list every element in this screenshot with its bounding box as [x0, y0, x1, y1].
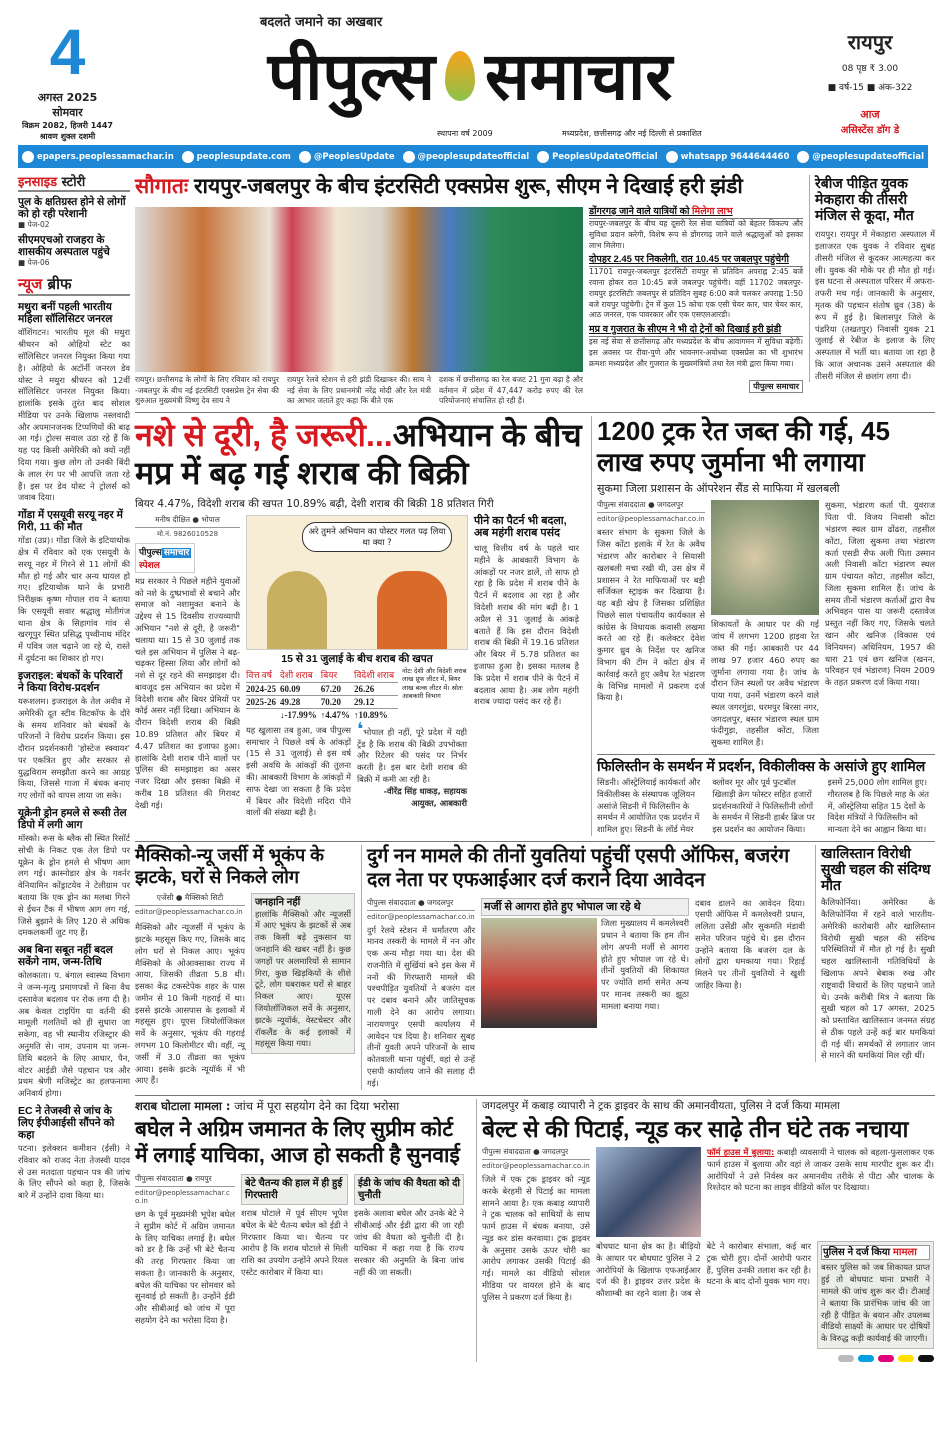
date-month: अगस्त 2025 — [37, 91, 98, 104]
issue: ■ वर्ष-15 ■ अंक-322 — [827, 83, 913, 93]
baghel-kicker: शराब घोटाला मामला : जांच में पूरा सहयोग देने का दिया भरोसा — [135, 1098, 400, 1113]
byline: पीपुल्स संवाददाता ● जगदलपुर — [367, 898, 475, 911]
social-link[interactable] — [666, 151, 790, 163]
photo-caption: दशक में छत्तीसगढ़ का रेल बजट 21 गुना बढ़ा है और वर्तमान में प्रदेश में 47,447 करोड़ रुपए की रेल परियोजनाएं संचालित हो रही हैं। — [439, 375, 583, 406]
logo-right: समाचार — [485, 39, 673, 113]
lead-side — [589, 207, 803, 392]
mexico-headline: मैक्सिको-न्यू जर्सी में भूकंप के झटके, घरों से निकले लोग — [135, 845, 325, 887]
instagram-icon — [403, 151, 415, 163]
lead-side-text: 11701 रायपुर-जबलपुर इंटरसिटी रायपुर से प्रतिदिन अपराह्न 2:45 बजे रवाना होकर रात 10:45 बजे जबलपुर पहुंचेगी। वहीं 11702 जबलपुर-रायपुर इंटरसिटीः जबलपुर से प्रतिदिन सुबह 6:00 बजे चलकर अपराह्न 1:50 बजे रायपुर पहुंचेगी। ट्रेन में कुल 15 कोचः एक एसी चेयर कार, चार चेयर कार, आठ जनरल, एक पावरकार और एक एसएलआरडी। — [589, 267, 803, 320]
brief-text: कोलकाता। प. बंगाल स्वास्थ्य विभाग ने जन्म-मृत्यु प्रमाणपत्रों में बिना वैध दस्तावेज बदलाव पर रोक लगा दी है। अब केवल टाइपिंग या वर्तनी की मामूली गलतियों को ही सुधारा जा सकेगा, वह भी स्थानीय रजिस्ट्रार की अनुमति से। नाम, उपनाम या जन्म-तिथि बदलने के लिए आधार, पैन, वोटर आईडी जैसे पहचान पत्र और प्रथम श्रेणी मजिस्ट्रेट का हलफनामा अनिवार्य होगा। — [18, 970, 130, 1099]
chaitanya-box — [241, 1174, 348, 1279]
belt-main — [482, 1147, 590, 1304]
belt-kicker: जगदलपुर में कबाड़ व्यापारी ने ट्रक ड्राइवर के साथ की अमानवीयता, पुलिस ने दर्ज किया मामला — [482, 1099, 841, 1112]
sand-headline: 1200 ट्रक रेत जब्त की गई, 45 लाख रुपए जुर्माना भी लगाया — [597, 416, 890, 477]
belt-headline: बेल्ट से की पिटाई, न्यूड कर साढ़े तीन घंटे तक नचाया — [482, 1115, 909, 1142]
durg-text: दुर्ग रेलवे स्टेशन में धर्मांतरण और मानव तस्करी के मामले में नन और एक अन्य मौड़ा गया था। देश की राजनीति में सुर्खियां बने इस केस में ननों की गिरफ्तारी मामले की पश्चपीड़ित युवतियों ने बजरंग दल पर दबाव बनाने और जातिसूचक गाली देने का आरोप लगाया। नारायणपुर एसपी कार्यालय में आवेदन पत्र दिया है। शनिवार सुबह तीनों युवती अपने परिजनों के साथ कोतवाली थाना पहुंचीं, वहां से उन्हें एसपी कार्यालय जाने की सलाह दी गई। — [367, 924, 475, 1088]
social-label: @peoplesupdateofficial — [812, 151, 924, 162]
liquor-text: मप्र सरकार ने पिछले महीने युवाओं को नशे के दुष्प्रभावों से बचाने और समाज को नशामुक्त बनाने के उद्देश्य से 15 दिवसीय राज्यव्यापी अभियान "नशे से दूरी, है जरूरी" चलाया था। 15 से 30 जुलाई तक चले इस अभियान में पुलिस ने बढ़-चढ़कर हिस्सा लिया और लोगों को नशे से दूर रहने की समझाइश दी। बावजूद इस अभियान का प्रदेश में विदेशी शराब और बियर प्रेमियों पर कोई असर नहीं दिखा। अभियान के दौरान विदेशी शराब की बिक्री 10.89 प्रतिशत और बियर में 4.47 प्रतिशत का इजाफा हुआ। हालांकि देशी शराब पीने वालों पर पुलिस की समझाइश का असर नजर दिखा और इसका बिक्री में करीब 18 प्रतिशत की गिरावट देखी गई। — [135, 575, 240, 810]
belt-photo — [596, 1147, 701, 1237]
lead-headline: सौगातः रायपुर-जबलपुर के बीच इंटरसिटी एक्सप्रेस शुरू, सीएम ने दिखाई हरी झंडी — [135, 175, 743, 198]
brief-title: इजराइल: बंधकों के परिवारों ने किया विरोध-प्रदर्शन — [18, 669, 123, 694]
table-cell: 29.12 — [354, 696, 375, 707]
byline: पीपुल्स संवाददाता ● रायपुर — [135, 1174, 235, 1187]
inside-story-item[interactable] — [18, 234, 130, 268]
peoples-special-badge: पीपुल्स समाचार स्पेशल — [135, 543, 195, 573]
durg-photo-title: मर्जी से आगरा होते हुए भोपाल जा रहे थे — [481, 898, 689, 917]
byline: मनीष दीक्षित ● भोपाल — [135, 515, 240, 528]
social-label: @PeoplesUpdate — [313, 151, 395, 162]
inside-story-title: इनसाइड स्टोरी — [18, 172, 130, 192]
liquor-headline: नशे से दूरी, है जरूरी...अभियान के बीच मप्र में बढ़ गई शराब की बिक्री — [135, 417, 582, 492]
social-label: peoplesupdate.com — [196, 151, 291, 162]
email: editor@peoplessamachar.co.in — [135, 1189, 230, 1205]
farmhouse-para: फॉर्म हाउस में बुलाया: कबाड़ी व्यवसायी ने चालक को बहला-फुसलाकर एक फार्म हाउस में बुलाया और वहां ले जाकर उसके साथ मारपीट शुरू कर दी। आरोपियों ने उसे निर्वस्त्र कर अमानवीय तरीके से पीटा और चालक के रिश्तेदार को घटना का लाइव वीडियो कॉल पर दिखाया। — [707, 1146, 934, 1193]
quote-icon: ❛ — [357, 718, 364, 740]
table-cell: 2025-26 — [246, 696, 276, 707]
tagline: बदलते जमाने का अखबार — [260, 15, 383, 30]
byline: पीपुल्स संवाददाता ● जगदलपुर — [482, 1147, 590, 1160]
box-text: इसके अलावा बघेल और उनके बेटे ने सीबीआई और ईडी द्वारा की जा रही जांच की वैधता को चुनौती दी है। याचिका में कहा गया है कि राज्य सरकार की अनुमति के बिना जांच नहीं की जा सकती। — [354, 1208, 464, 1277]
social-label: @peoplesupdateofficial — [417, 151, 530, 162]
khalistan-story — [815, 845, 935, 1062]
email: editor@peoplessamachar.co.in — [367, 912, 475, 921]
mexico-story — [135, 845, 355, 1087]
khalistan-headline: खालिस्तान विरोधी सुखी चहल की संदिग्ध मौत — [821, 845, 931, 894]
liquor-consumption-table — [246, 667, 398, 721]
row-liquor — [135, 413, 935, 842]
brief-item — [18, 509, 130, 665]
quote-block — [357, 718, 467, 809]
calendar: विक्रम 2082, हिजरी 1447 — [22, 121, 113, 130]
brief-title: गोंडा में एसयूवी सरयू नहर में गिरी, 11 की मौत — [18, 509, 123, 534]
lead-side-item — [589, 207, 803, 251]
table-cell: 2024-25 — [246, 683, 276, 694]
baghel-story — [135, 1099, 470, 1327]
email: editor@peoplessamachar.co.in — [482, 1161, 590, 1170]
globe-icon — [22, 151, 34, 163]
registration-dot — [878, 1355, 894, 1362]
liquor-text-2: यह खुलासा तब हुआ, जब पीपुल्स समाचार ने पिछले वर्ष के आंकड़ों (15 से 31 जुलाई) से इस वर्ष इसी अवधि के आंकड़ों की तुलना की। आबकारी विभाग के आंकड़ों में साफ देखा जा सकता है कि प्रदेश में बियर और विदेशी मदिरा पीने वालों की संख्या बढ़ी है। — [246, 724, 351, 818]
cartoon-woman — [377, 571, 447, 649]
quote-author: -वीरेंद्र सिंह धाकड़, सहायक आयुक्त, आबकारी — [383, 785, 467, 808]
news-brief-title: न्यूज ब्रीफ — [18, 274, 130, 296]
quote-text: ❛भोपाल ही नहीं, पूरे प्रदेश में यही ट्रेंड है कि शराब की बिक्री उपभोक्ता और रिटेलर की पसंद पर निर्भर करती है। इस बार देशी शराब की बिक्री में कमी आ रही है। — [357, 718, 467, 785]
table-cell: 70.20 — [320, 696, 341, 707]
brief-item — [18, 944, 130, 1100]
lead-side-item — [589, 255, 803, 321]
social-bar — [18, 145, 928, 168]
inside-story-item[interactable] — [18, 196, 130, 230]
web-icon — [182, 151, 194, 163]
newspaper-logo — [165, 32, 775, 120]
social-link[interactable] — [797, 151, 924, 163]
row-lead — [135, 172, 935, 413]
brief-text: मॉस्को। रूस के ब्लैक सी स्थित रिसॉर्ट सोची के निकट एक तेल डिपो पर यूक्रेन के ड्रोन हमले से भीषण आग लग गई। क्रास्नोडार क्षेत्र के गवर्नर वेनियामिन कोंड्राटयेव ने टेलीग्राम पर बताया कि एक ड्रोन का मलबा गिरने से ईंधन टैंक में भीषण आग लग गई, जिसे बुझाने के लिए 120 से अधिक दमकलकर्मी जुट गए हैं। — [18, 833, 130, 938]
box-title: पुलिस ने दर्ज किया मामला — [821, 1245, 930, 1261]
train-flagoff-photo — [135, 207, 583, 372]
lead-side-item — [589, 325, 803, 369]
brief-text: वॉशिंगटन। भारतीय मूल की मथुरा श्रीधरन को ओहियो स्टेट का सॉलिसिटर जनरल नियुक्त किया गया है। ओहियो के अटॉर्नी जनरल डेव योस्ट ने मथुरा श्रीधरन को 12वीं सॉलिसिटर जनरल नियुक्त किया। हालांकि इसके तुरंत बाद सोशल मीडिया पर उनके खिलाफ नस्लवादी और अपमानजनक टिप्पणियों की बाढ़ आ गई। ट्रोल्स सवाल उठा रहे हैं कि यह पद किसी अमेरिकी को क्यों नहीं दिया गया। कुछ लोग तो उनकी बिंदी के लाल रंग पर भी आपत्ति जता रहे हैं। इस पर डेव योस्ट ने ट्रोलर्स को जवाब दिया। — [18, 327, 130, 503]
liquor-center — [246, 515, 468, 819]
lead-story — [135, 175, 803, 407]
brief-text: गोंडा (उप्र)। गोंडा जिले के इटियाथोक क्षेत्र में रविवार को एक एसयूवी के सरयू नहर में गिरने से 11 लोगों की मौत हो गई और चार अन्य घायल हो गए। इटियाथोक थाने के प्रभारी निरीक्षक कृष्ण गोपाल राय ने बताया कि एसयूवी सवार श्रद्धालु मोतीगंज थाना क्षेत्र के सिहागांव गांव से खरगूपुर स्थित प्रसिद्ध पृथ्वीनाथ मंदिर में पवित्र जल चढ़ाने जा रहे थे, रास्ते में दुर्घटना का शिकार हो गए। — [18, 535, 130, 664]
liquor-story — [135, 416, 585, 819]
color-registration-marks — [596, 1355, 934, 1362]
social-link[interactable] — [299, 151, 395, 163]
table-cell: 26.26 — [354, 683, 375, 694]
box-title: जनहानि नहीं — [255, 897, 301, 909]
belt-story — [476, 1099, 935, 1362]
price: 08 पृष्ठ ₹ 3.00 — [841, 64, 899, 74]
social-label: whatsapp 9644644460 — [680, 151, 790, 162]
photo-caption: रायपुर। छत्तीसगढ़ के लोगों के लिए रविवार को रायपुर -जबलपुर के बीच नई इंटरसिटी एक्सप्रेस ट्रेन सेवा की शुरुआत मुख्यमंत्री विष्णु देव साय ने — [135, 375, 279, 406]
cartoon — [246, 515, 468, 650]
baghel-headline: बघेल ने अग्रिम जमानत के लिए सुप्रीम कोर्ट में लगाई याचिका, आज हो सकती है सुनवाई — [135, 1117, 460, 1167]
byline: पीपुल्स संवाददाता ● जगदलपुर — [597, 500, 705, 513]
today-label: आज — [860, 108, 880, 121]
page-ref: ■ पेज-02 — [18, 220, 50, 230]
left-column — [18, 172, 130, 1202]
brief-text: यरूशलम। इजराइल के तेल अवीव में अमेरिकी दूत स्टीव विटकॉफ के दौरे के समय शनिवार को बंधकों के परिजनों ने विरोध प्रदर्शन किया। इस दौरान प्रदर्शनकारी 'होस्टेज स्क्वायर' पर एकत्रित हुए और सरकार से युद्धविराम समझौता करने का आग्रह किया, जिससे गाजा में बंधक बनाए गए लोगों को वापस लाया जा सके। — [18, 695, 130, 801]
registration-dot — [898, 1355, 914, 1362]
edition-city: रायपुर — [847, 30, 893, 54]
sand-text: बस्तर संभाग के सुकमा जिले के जिस कोंटा इलाके में रेत के अवैध भंडारण और कारोबार ने सियासी खलबली मचा रखी थी, उस क्षेत्र में प्रशासन ने रेत माफियाओं पर बड़ी सर्जिकल स्ट्राइक कर दिखाया है। यह बड़ी खेप है जिसका प्रशिक्षित पिछले साल पंचायतीय कार्यकाल से कांग्रेस के विधायक कवासी लखमा करते आ रहे हैं। कलेक्टर देवेश कुमार ध्रुव के निर्देश पर खनिज विभाग की टीम ने कोंटा क्षेत्र में कार्रवाई करते हुए अवैध रेत भंडारण के विभिन्न मामलों में प्रकरण दर्ज किया है। — [597, 527, 705, 703]
weekday: सोमवार — [52, 106, 83, 119]
date-block — [20, 16, 115, 142]
durg-photo-block — [481, 898, 689, 1029]
durg-photo-text: जिला मुख्यालय में कमलेश्वरी प्रधान ने बताया कि हम तीन लोग अपनी मर्जी से आगरा होते हुए भोपाल जा रहे थे। तीनों युवतियों की शिकायत पर ज्योति शर्मा समेत अन्य पर मानव तस्करी का झूठा मामला बनाया गया। — [601, 918, 689, 1011]
sand-text-3: सुकमा, भंडारण कर्ता पी. युवराज पिता पी. विजय निवासी कोंटा भंडारण स्थल ग्राम ढोंढरा, तहसील कोंटा, जिला सुकमा तथा भंडारण कर्ता एसडी सैफ अली पिता उस्मान अली निवासी कोंटा भंडारण स्थल ग्राम पंचायत कोटा, तहसील कोंटा, जिला सुकमा शामिल हैं। जांच के समय तीनों भंडारण कर्ताओं द्वारा वैध अभिवहन पास या जरूरी दस्तावेज प्रस्तुत नहीं किए गए, जिसके चलते खान और खनिज (विकास एवं विनियमन) अधिनियम, 1957 की धारा 21 एवं छग खनिज (खनन, परिवहन एवं भंडारण) नियम 2009 के तहत प्रकरण दर्ज किया गया। — [825, 500, 935, 688]
brief-title: EC ने तेजस्वी से जांच के लिए ईपीआईसी सौंपने को कहा — [18, 1104, 115, 1141]
whatsapp-icon — [666, 151, 678, 163]
liquor-side-text: चालू वित्तीय वर्ष के पहले चार महीने के आबकारी विभाग के आंकड़ों पर नजर डालें, तो साफ हो रहा है कि प्रदेश में शराब पीने के पैटर्न में बदलाव आ रहा है और विदेशी शराब की मांग बढ़ी है। 1 अप्रैल से 31 जुलाई के आंकड़े बताते हैं कि इस दौरान विदेशी शराब की बिक्री में 19.16 प्रतिशत और बियर में 5.78 प्रतिशत का इजाफा हुआ है। इसका मतलब है कि प्रदेश में शराब पीने के पैटर्न में बदलाव आया है। अब लोग महंगी शराब ज्यादा पसंद कर रहे हैं। — [474, 543, 579, 707]
box-title: बेटे चैतन्य की हाल में ही हुई गिरफ्तारी — [241, 1174, 348, 1205]
tithi: श्रावण शुक्ल दशमी — [39, 132, 96, 141]
cartoon-speech-bubble: अरे तुमने अभियान का पोस्टर गलत पढ़ लिया था क्या ? — [302, 522, 452, 552]
brief-title: यूक्रेनी ड्रोन हमले से रूसी तेल डिपो में लगी आग — [18, 806, 127, 832]
rabies-story — [809, 175, 935, 382]
brief-item — [18, 670, 130, 802]
khalistan-text: कैलिफोर्निया। अमेरिका के कैलिफोर्निया में रहने वाले भारतीय-अमेरिकी कारोबारी और खालिस्तान विरोधी सुखी चहल की संदिग्ध परिस्थितियों में मौत हो गई है। सुखी चहल खालिस्तानी गतिविधियों के खिलाफ अपने बेबाक रुख और राष्ट्रवादी विचारों के लिए पहचाने जाते थे। उनके करीबी मित्र ने बताया कि सुखी चहल को 17 अगस्त, 2025 को प्रस्तावित खालिस्तान जनमत संग्रह से ठीक पहले उन्हें कई बार धमकियां दी गई थीं। समर्थकों से लगातार जान से मारने की धमकियां मिल रही थीं। — [821, 897, 935, 1061]
belt-text-2: बोधघाट थाना क्षेत्र का है। बीड़ियो के आधार पर बोधघाट पुलिस ने 2 आरोपियों के खिलाफ एफआईआर दर्ज की है। ड्राइवर उत्तर प्रदेश के कौशाम्बी का रहने वाला है। जब से बेटे ने कारोबार संभाला, कई बार ट्रक चोरी हुए। दोनों आरोपी फरार हैं, पुलिस उनकी तलाश कर रही है। घटना के बाद दोनों युवक भाग गए। — [596, 1240, 811, 1299]
mexico-text: मैक्सिको और न्यूजर्सी में भूकंप के झटके महसूस किए गए, जिसके बाद लोग घरों से निकल आए। भूकंप मैक्सिको के ओआक्साका राज्य में आया, जिसकी तीव्रता 5.8 थी। इसका केंद्र टकस्टेपेक शहर के पास जमीन से 10 किमी गहराई में था। इससे झटके आसपास के इलाकों में महसूस हुए। यूएस जियोलॉजिकल सर्वे के अनुसार, भूकंप की गहराई लगभग 10 किलोमीटर थी। वहीं, न्यू जर्सी में 3.0 तीव्रता का भूकंप आया। इसके झटके न्यूयॉर्क में भी आए हैं। — [135, 922, 245, 1086]
belt-text: जिले में एक ट्रक ड्राइवर को न्यूड करके बेरहमी से पिटाई का मामला सामने आया है। एक कबाड़ व्यापारी ने ट्रक चालक को साथियों के साथ फार्म हाउस में बंधक बनाया, उसे न्यूड कर डांस करवाया। ट्रक ड्राइवर के अनुसार उसके ऊपर चोरी का आरोप लगाकर उसकी पिटाई की गई। मामले का वीडियो सोशल मीडिया पर वायरल होने के बाद पुलिस ने प्रकरण दर्ज किया है। — [482, 1173, 590, 1302]
logo-left: पीपुल्स — [267, 39, 436, 113]
table-change-row — [246, 708, 398, 721]
byline: एजेंसी ● मैक्सिको सिटी — [135, 893, 245, 906]
founded: स्थापना वर्ष 2009 — [437, 129, 493, 138]
x-icon — [299, 151, 311, 163]
baghel-text: छग के पूर्व मुख्यमंत्री भूपेश बघेल ने सुप्रीम कोर्ट में अग्रिम जमानत के लिए याचिका लगाई है। बघेल को डर है कि उन्हें भी बेटे चैतन्य की तरह गिरफ्तार किया जा सकता है। जानकारी के अनुसार, बघेल की याचिका पर सोमवार को सुनवाई हो सकती है। उन्होंने ईडी और सीबीआई को जांच में पूरा सहयोग देने का भरोसा दिया है। — [135, 1209, 235, 1326]
change-cell: ↑4.47% — [320, 709, 350, 720]
youtube-icon — [797, 151, 809, 163]
lead-side-title: दोपहर 2.45 पर निकलेगी, रात 10.45 पर जबलपुर पहुंचेगी — [589, 255, 803, 267]
date-day: 4 — [49, 16, 86, 88]
liquor-side-title: पीने का पैटर्न भी बदला, अब महंगी शराब पसंद — [474, 514, 567, 540]
box-text: शराब घोटाले में पूर्व सीएम भूपेश बघेल के बेटे चैतन्य बघेल को ईडी ने गिरफ्तार किया था। चैतन्य पर आरोप है कि शराब घोटाले से मिली राशि का उपयोग उन्होंने अपने रियल एस्टेट कारोबार में किया था। — [241, 1208, 348, 1277]
liquor-main — [135, 515, 240, 812]
brief-item — [18, 1105, 130, 1202]
change-cell: ↑10.89% — [354, 709, 388, 720]
inside-story-title: पुल के क्षतिग्रस्त होने से लोगों को हो रही परेशानी — [18, 196, 126, 221]
brief-title: मथुरा बनीं पहली भारतीय महिला सॉलिसिटर जनरल — [18, 301, 113, 326]
registration-dot — [918, 1355, 934, 1362]
lead-side-text: इस नई सेवा से छत्तीसगढ़ और मध्यप्रदेश के बीच आवागमन में सुविधा बढ़ेगी। इस अवसर पर रीवा-पुणे और भावनगर-अयोध्या एक्सप्रेस का भी शुभारंभ क्रमशः मध्यप्रदेश और गुजरात के मुख्यमंत्रियों तथा रेल मंत्री द्वारा किया गया। — [589, 337, 803, 368]
lead-side-text: रायपुर-जबलपुर के बीच यह दूसरी रेल सेवा यात्रियों को बेहतर विकल्प और सुविधा प्रदान करेगी, विशेष रूप से डोंगरगढ़ जाने वाले श्रद्धालुओं को इसका लाभ मिलेगा। — [589, 219, 803, 250]
phone: मो.नं. 9826010528 — [156, 529, 219, 538]
photo-credit: पीपुल्स समाचार — [749, 380, 803, 393]
liquor-subhead: बियर 4.47%, विदेशी शराब की खपत 10.89% बढ़ी, देशी शराब की बिक्री 18 प्रतिशत गिरी — [135, 497, 494, 510]
pen-nib-icon — [445, 51, 475, 101]
table-header-row — [246, 667, 398, 683]
brief-item — [18, 301, 130, 504]
lead-side-title: मप्र व गुजरात के सीएम ने भी दो ट्रेनों को दिखाई हरी झंडी — [589, 325, 803, 337]
table-row — [246, 695, 398, 708]
durg-headline: दुर्ग नन मामले की तीनों युवतियां पहुंचीं एसपी ऑफिस, बजरंग दल नेता पर एफआईआर दर्ज कराने दिया आवेदन — [367, 845, 790, 891]
table-header: वित्त वर्ष — [246, 669, 273, 680]
table-header: विदेशी शराब — [354, 669, 395, 680]
table-note: नोटः देशी और विदेशी शराब लाख प्रूफ लीटर में, बियर लाख बल्क लीटर में। स्रोतः आबकारी विभाग — [402, 666, 467, 701]
registration-dot — [858, 1355, 874, 1362]
page-ref: ■ पेज-06 — [18, 258, 50, 268]
email: editor@peoplessamachar.co.in — [135, 908, 243, 917]
cartoon-man — [267, 571, 327, 649]
table-header: बियर — [320, 669, 338, 680]
sand-subhead: सुकमा जिला प्रशासन के ऑपरेशन सैंड से माफिया में खलबली — [597, 482, 840, 496]
palestine-text: इसमें 25,000 लोग शामिल हुए। गौरतलब है कि पिछले माह के अंत में, ऑस्ट्रेलिया सहित 15 देशों के विदेश मंत्रियों ने फिलिस्तीन को मान्यता देने का आह्वान किया था। — [827, 777, 929, 835]
liquor-side — [474, 515, 579, 708]
sand-and-palestine — [591, 416, 935, 836]
today-event: असिस्टेंस डॉग डे — [840, 125, 900, 136]
three-women-photo — [481, 918, 597, 1028]
mexico-main — [135, 893, 245, 1087]
rabies-headline: रेबीज पीड़ित युवक मेकहारा की तीसरी मंजिल से कूदा, मौत — [815, 175, 914, 224]
social-link[interactable] — [403, 151, 530, 163]
social-label: PeoplesUpdateOfficial — [552, 151, 658, 162]
durg-story — [361, 845, 809, 1090]
brief-text: पटना। इलेक्शन कमीशन (ईसी) ने रविवार को राजद नेता तेजस्वी यादव से उस मतदाता पहचान पत्र की जांच के लिए सौंपने को कहा है, जिसके बारे में उन्होंने दावा किया था। — [18, 1143, 130, 1201]
sand-main — [597, 500, 705, 704]
box-text: बस्तर पुलिस को जब शिकायत प्राप्त हुई तो बोधघाट थाना प्रभारी ने मामले की जांच शुरू कर दी। टीआई ने बताया कि प्रारंभिक जांच की जा रही है पीड़ित के बयान और उपलब्ध वीडियो साक्ष्यों के आधार पर दोषियों के विरुद्ध कड़ी कार्यवाई की जाएगी। — [821, 1262, 930, 1344]
table-row — [246, 682, 398, 695]
rabies-text: रायपुर। रायपुर में मेकाहारा अस्पताल में इलाजरत एक युवक ने रविवार सुबह तीसरी मंजिल से कूदकर आत्महत्या कर ली। युवक की मौके पर ही मौत हो गई। इस घटना से अस्पताल परिसर में अफरा-तफरी मच गई। जानकारी के अनुसार, मृतक की पहचान संतोष ध्रुव (38) के रूप में हुई है। बिलासपुर जिले के पंडरिया (तखतपुर) निवासी युवक 21 जुलाई से रेबीज के इलाज के लिए अस्पताल में भर्ती था। बताया जा रहा है कि आज अचानक उसने अस्पताल की तीसरी मंजिल से छलांग लगा दी। — [815, 229, 935, 381]
edition-block — [810, 28, 930, 136]
table-cell: 67.20 — [320, 683, 341, 694]
no-casualty-box — [251, 893, 355, 1054]
table-cell: 49.28 — [280, 696, 301, 707]
social-link[interactable] — [22, 151, 174, 163]
published-from: मध्यप्रदेश, छत्तीसगढ़ और नई दिल्ली से प्रकाशित — [562, 129, 702, 138]
main-area — [135, 172, 935, 1362]
change-cell: ↓-17.99% — [280, 709, 317, 720]
email: editor@peoplessamachar.co.in — [597, 515, 705, 524]
table-cell: 60.09 — [280, 683, 301, 694]
palestine-story — [597, 754, 935, 836]
registration-dot — [838, 1355, 854, 1362]
lead-side-title: डोंगरगढ़ जाने वाले यात्रियों को मिलेगा लाभ — [589, 207, 803, 219]
social-label: epapers.peoplessamachar.in — [36, 151, 174, 162]
sand-aerial-photo — [711, 500, 819, 615]
sand-text-2: शिकायतों के आधार पर की गई जांच में लगभग 1200 हाइवा रेत जब्त की गई। आबकारी पर 44 लाख 97 हजार 460 रुपए का जुर्माना लगाया गया है। जांच के दौरान जिन स्थलों पर अवैध भंडारण पाया गया, उनमें भंडारण करने वाले स्थल जगरगुंडा, धरमपुर बिरसा नगर, जगदलपुर, बस्तर भंडारण स्थल ग्राम फंदीगुड़ा, तहसील कोंटा, जिला सुकमा शामिल हैं। — [711, 619, 819, 748]
durg-text-2: दबाव डालने का आवेदन दिया। एसपी ऑफिस में कमलेश्वरी प्रधान, ललिता उसेंडी और सुकमति मंडावी समेत परिजन पहुंचे थे। इस दौरान उन्होंने बताया कि बजरंग दल के लोगों द्वारा धमकाया गया। रिहाई मिलने पर तीनों युवतियों ने खुशी जाहिर किया है। — [695, 897, 805, 991]
row-3 — [135, 842, 935, 1096]
row-4 — [135, 1096, 935, 1362]
brief-item — [18, 807, 130, 939]
durg-main — [367, 898, 475, 1090]
box-title: ईडी के जांच की वैधता को दी चुनौती — [354, 1174, 464, 1205]
facebook-icon — [537, 151, 549, 163]
photo-caption: रायपुर रेलवे स्टेशन से हरी झंडी दिखाकर की। साय ने नई सेवा के लिए प्रधानमंत्री नरेंद्र मोदी और रेल मंत्री का आभार जताते हुए कहा कि बीते एक — [287, 375, 431, 406]
police-case-box — [817, 1241, 934, 1349]
baghel-main — [135, 1174, 235, 1327]
table-header: देशी शराब — [280, 669, 313, 680]
liquor-table-block — [246, 667, 468, 721]
inside-story-title: सीएमएचओ राजहरा के शासकीय अस्पताल पहुंचे — [18, 234, 110, 259]
brief-title: अब बिना सबूत नहीं बदल सकेंगे नाम, जन्म-तिथि — [18, 944, 113, 969]
table-title: 15 से 31 जुलाई के बीच शराब की खपत — [281, 652, 433, 665]
palestine-headline: फिलिस्तीन के समर्थन में प्रदर्शन, विकीलीक्स के असांजे हुए शामिल — [597, 758, 926, 774]
social-link[interactable] — [182, 151, 291, 163]
palestine-text: सिडनी। ऑस्ट्रेलियाई कार्यकर्ता और विकीलीक्स के संस्थापक जूलियन असांजे सिडनी में फिलिस्तीन के समर्थन में आयोजित एक प्रदर्शन में शामिल हुए। सिडनी के लॉर्ड मेयर — [597, 777, 701, 835]
ed-challenge-box — [354, 1174, 464, 1279]
palestine-text: क्लोवर मूर और पूर्व फुटबॉल खिलाड़ी क्रेग फोस्टर सहित हजारों प्रदर्शनकारियों ने फिलिस्तीनी लोगों के समर्थन में सिडनी हार्बर ब्रिज पर इस प्रदर्शन का आयोजन किया। — [712, 777, 815, 835]
box-text: हालांकि मैक्सिको और न्यूजर्सी में आए भूकंप के झटकों से अब तक किसी बड़े नुकसान या जनहानि की खबर नहीं है। कुछ जगहों पर अलमारियों से सामान गिरा, कुछ खिड़कियों के शीशे टूटे, लोग घबराकर घरों से बाहर निकल आए। यूएस जियोलॉजिकल सर्वे के अनुसार, झटके न्यूयॉर्क, वेस्टचेस्टर और रॉकलैंड के कई इलाकों में महसूस किया गया। — [255, 908, 351, 1049]
social-link[interactable] — [537, 151, 658, 163]
